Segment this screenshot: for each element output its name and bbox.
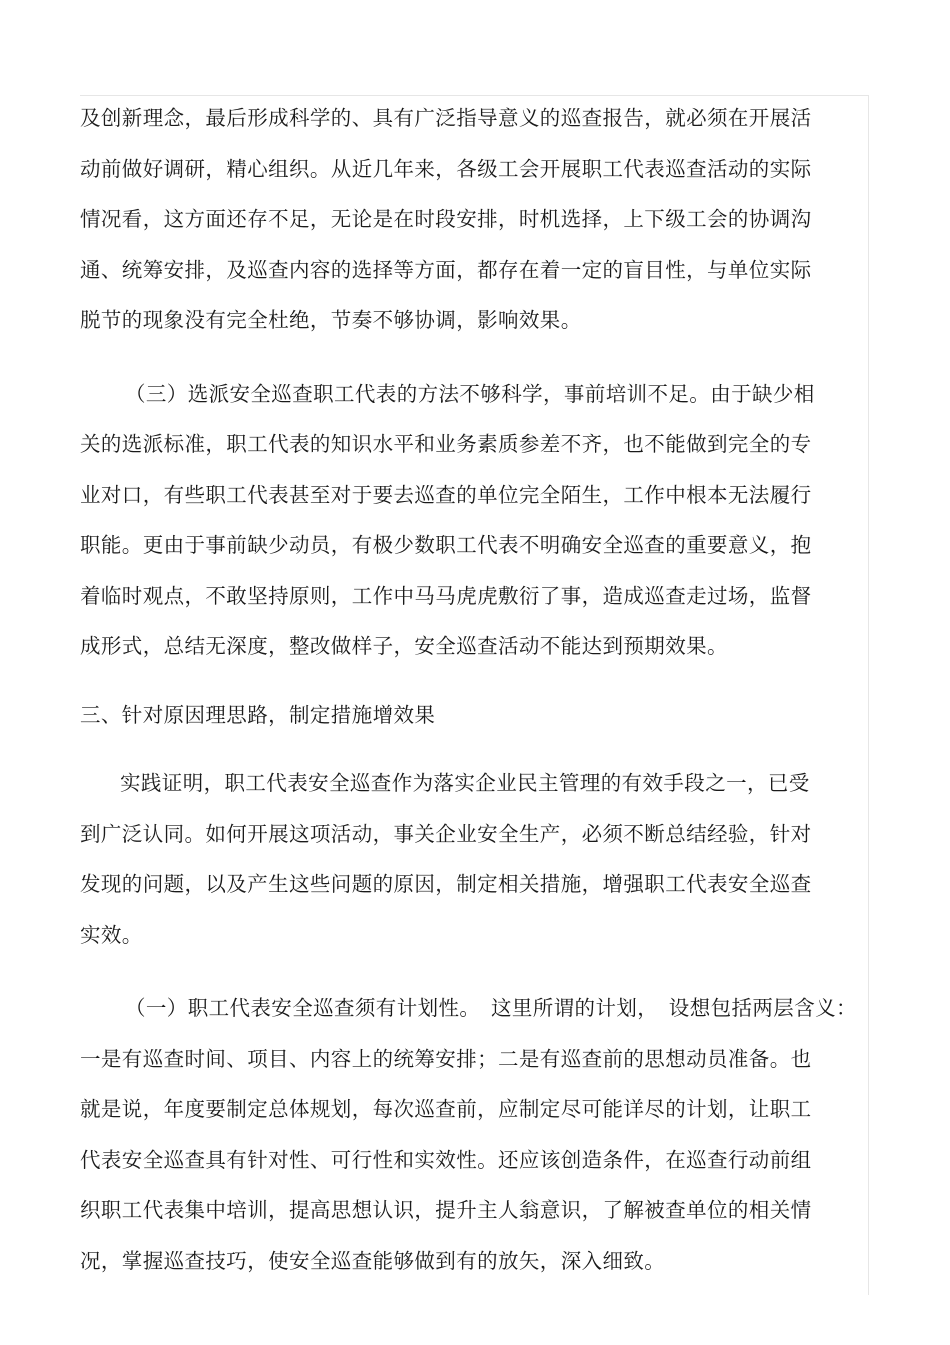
text-line: 业对口，有些职工代表甚至对于要去巡查的单位完全陌生，工作中根本无法履行 [80,482,812,507]
paragraph-5 [80,987,860,1290]
text-line: 代表安全巡查具有针对性、可行性和实效性。还应该创造条件，在巡查行动前组 [80,1147,812,1172]
text-line: 到广泛认同。如何开展这项活动，事关企业安全生产，必须不断总结经验，针对 [80,821,812,846]
text-line: 发现的问题，以及产生这些问题的原因，制定相关措施，增强职工代表安全巡查 [80,872,812,896]
text-line: （三）选派安全巡查职工代表的方法不够科学，事前培训不足。由于缺少相 [125,381,815,406]
text-line: 动前做好调研，精心组织。从近几年来，各级工会开展职工代表巡查活动的实际 [80,156,812,181]
text-line: 就是说，年度要制定总体规划，每次巡查前，应制定尽可能详尽的计划，让职工 [80,1097,812,1121]
paragraph-2 [80,373,860,676]
text-line: 织职工代表集中培训，提高思想认识，提升主人翁意识，了解被查单位的相关情 [80,1198,812,1222]
text-line: 一是有巡查时间、项目、内容上的统筹安排；二是有巡查前的思想动员准备。也 [80,1046,812,1071]
paragraph-4 [80,762,860,964]
text-line: 着临时观点，不敢坚持原则，工作中马马虎虎敷衍了事，造成巡查走过场，监督 [80,583,812,608]
page-border-top [80,95,869,96]
text-line: （一）职工代表安全巡查须有计划性。 这里所谓的计划， 设想包括两层含义： [125,996,857,1020]
text-line: 实效。 [80,922,143,947]
paragraph-1 [80,97,860,350]
text-line: 通、统筹安排，及巡查内容的选择等方面，都存在着一定的盲目性，与单位实际 [80,257,812,282]
text-line: 实践证明，职工代表安全巡查作为落实企业民主管理的有效手段之一，已受 [120,771,810,795]
heading-line: 三、针对原因理思路，制定措施增效果 [80,702,436,727]
text-line: 况，掌握巡查技巧，使安全巡查能够做到有的放矢，深入细致。 [80,1248,666,1273]
text-line: 成形式，总结无深度，整改做样子，安全巡查活动不能达到预期效果。 [80,634,728,658]
text-line: 及创新理念，最后形成科学的、具有广泛指导意义的巡查报告，就必须在开展活 [80,106,812,130]
document-body [80,97,860,1290]
section-heading [80,694,860,745]
text-line: 关的选派标准，职工代表的知识水平和业务素质参差不齐，也不能做到完全的专 [80,432,812,456]
page-border-right [868,95,869,1295]
text-line: 职能。更由于事前缺少动员，有极少数职工代表不明确安全巡查的重要意义，抱 [80,533,812,557]
text-line: 脱节的现象没有完全杜绝，节奏不够协调，影响效果。 [80,308,582,332]
text-line: 情况看，这方面还存不足，无论是在时段安排，时机选择，上下级工会的协调沟 [80,207,812,231]
